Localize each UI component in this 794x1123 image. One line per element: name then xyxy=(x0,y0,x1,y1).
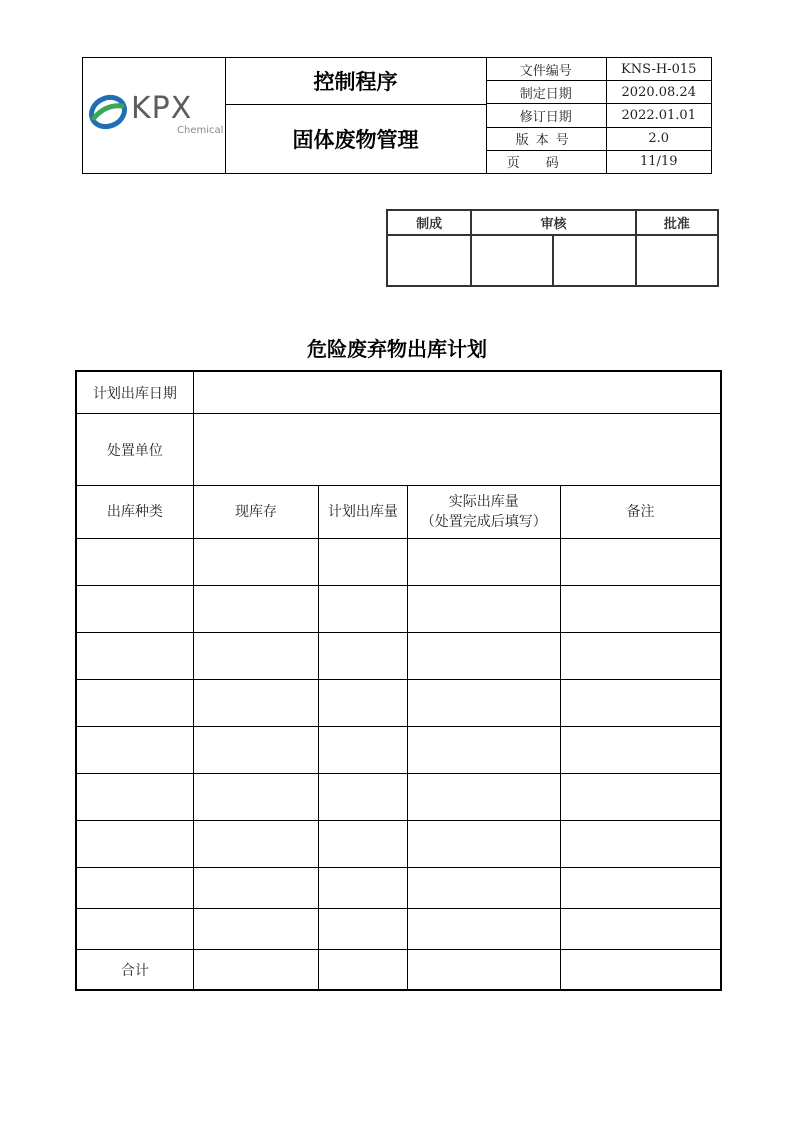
cell-remark[interactable] xyxy=(560,868,721,909)
table-row xyxy=(76,586,721,633)
column-header-row xyxy=(76,486,721,539)
approval-table xyxy=(386,209,719,287)
cell-actual[interactable] xyxy=(407,909,560,950)
cell-planned[interactable] xyxy=(319,680,407,727)
cell-remark[interactable] xyxy=(560,586,721,633)
cell-planned[interactable] xyxy=(319,868,407,909)
cell-type[interactable] xyxy=(76,821,193,868)
cell-type[interactable] xyxy=(76,633,193,680)
cell-actual[interactable] xyxy=(407,539,560,586)
info-value: 11/19 xyxy=(606,150,711,173)
document-info-table xyxy=(486,58,711,173)
form-title: 危险废弃物出库计划 xyxy=(307,337,487,361)
waste-outbound-plan-table xyxy=(75,370,722,991)
cell-stock[interactable] xyxy=(193,539,318,586)
info-label: 文件编号 xyxy=(486,58,606,81)
cell-actual[interactable] xyxy=(407,774,560,821)
info-label: 页码 xyxy=(486,150,606,173)
total-row xyxy=(76,950,721,991)
logo-sub-text: Chemical xyxy=(177,125,224,136)
cell-planned[interactable] xyxy=(319,586,407,633)
info-value: 2022.01.01 xyxy=(606,104,711,127)
cell-type[interactable] xyxy=(76,868,193,909)
cell-stock[interactable] xyxy=(193,680,318,727)
document-category: 控制程序 xyxy=(225,58,486,105)
document-title: 固体废物管理 xyxy=(292,128,419,152)
cell-planned[interactable] xyxy=(319,539,407,586)
cell-actual[interactable] xyxy=(407,727,560,774)
cell-stock[interactable] xyxy=(193,727,318,774)
col-header-stock: 现库存 xyxy=(193,486,318,539)
table-row xyxy=(76,774,721,821)
disposal-unit-field[interactable] xyxy=(193,414,721,486)
cell-type[interactable] xyxy=(76,680,193,727)
table-row xyxy=(76,868,721,909)
cell-remark[interactable] xyxy=(560,633,721,680)
col-header-actual-line1: 实际出库量 xyxy=(448,494,519,510)
cell-stock[interactable] xyxy=(193,586,318,633)
cell-planned[interactable] xyxy=(319,909,407,950)
cell-remark[interactable] xyxy=(560,680,721,727)
total-label: 合计 xyxy=(76,950,193,991)
cell-remark[interactable] xyxy=(560,774,721,821)
approval-made-label: 制成 xyxy=(387,210,471,235)
cell-remark[interactable] xyxy=(560,821,721,868)
cell-actual[interactable] xyxy=(407,586,560,633)
info-row-revised-date xyxy=(486,104,711,127)
info-row-page xyxy=(486,150,711,173)
approval-approve-sign-box[interactable] xyxy=(636,235,718,286)
cell-type[interactable] xyxy=(76,539,193,586)
info-value: 2.0 xyxy=(606,127,711,150)
cell-remark[interactable] xyxy=(560,727,721,774)
info-label: 制定日期 xyxy=(486,81,606,104)
col-header-planned: 计划出库量 xyxy=(319,486,407,539)
document-header xyxy=(82,57,712,174)
cell-remark[interactable] xyxy=(560,539,721,586)
cell-type[interactable] xyxy=(76,774,193,821)
info-label: 修订日期 xyxy=(486,104,606,127)
total-actual-cell[interactable] xyxy=(407,950,560,991)
cell-type[interactable] xyxy=(76,909,193,950)
planned-date-label: 计划出库日期 xyxy=(76,371,193,414)
info-row-created-date xyxy=(486,81,711,104)
total-stock-cell[interactable] xyxy=(193,950,318,991)
info-label: 版本号 xyxy=(486,127,606,150)
approval-made-sign-box[interactable] xyxy=(387,235,471,286)
table-row xyxy=(76,633,721,680)
col-header-type: 出库种类 xyxy=(76,486,193,539)
approval-approve-label: 批准 xyxy=(636,210,718,235)
cell-planned[interactable] xyxy=(319,727,407,774)
table-row xyxy=(76,821,721,868)
cell-stock[interactable] xyxy=(193,821,318,868)
table-row xyxy=(76,727,721,774)
planned-date-field[interactable] xyxy=(193,371,721,414)
info-value: 2020.08.24 xyxy=(606,81,711,104)
table-row xyxy=(76,680,721,727)
cell-planned[interactable] xyxy=(319,633,407,680)
title-cell xyxy=(225,58,487,173)
kpx-logo-mark-icon xyxy=(88,92,128,132)
col-header-actual xyxy=(407,486,560,539)
cell-actual[interactable] xyxy=(407,633,560,680)
cell-planned[interactable] xyxy=(319,821,407,868)
total-remark-cell[interactable] xyxy=(560,950,721,991)
info-row-version xyxy=(486,127,711,150)
cell-actual[interactable] xyxy=(407,680,560,727)
cell-actual[interactable] xyxy=(407,821,560,868)
cell-stock[interactable] xyxy=(193,909,318,950)
logo-brand-text: KPX xyxy=(131,91,193,126)
col-header-remark: 备注 xyxy=(560,486,721,539)
cell-stock[interactable] xyxy=(193,633,318,680)
table-row xyxy=(76,909,721,950)
cell-actual[interactable] xyxy=(407,868,560,909)
logo-cell xyxy=(83,58,226,173)
cell-planned[interactable] xyxy=(319,774,407,821)
col-header-actual-line2: （处置完成后填写） xyxy=(420,514,547,530)
total-planned-cell[interactable] xyxy=(319,950,407,991)
disposal-unit-label: 处置单位 xyxy=(76,414,193,486)
cell-stock[interactable] xyxy=(193,774,318,821)
cell-type[interactable] xyxy=(76,586,193,633)
info-row-doc-number xyxy=(486,58,711,81)
approval-review-sign-box-1[interactable] xyxy=(471,235,553,286)
cell-type[interactable] xyxy=(76,727,193,774)
cell-stock[interactable] xyxy=(193,868,318,909)
cell-remark[interactable] xyxy=(560,909,721,950)
table-row xyxy=(76,539,721,586)
approval-review-label: 审核 xyxy=(471,210,635,235)
approval-review-sign-box-2[interactable] xyxy=(553,235,635,286)
info-value: KNS-H-015 xyxy=(606,58,711,81)
